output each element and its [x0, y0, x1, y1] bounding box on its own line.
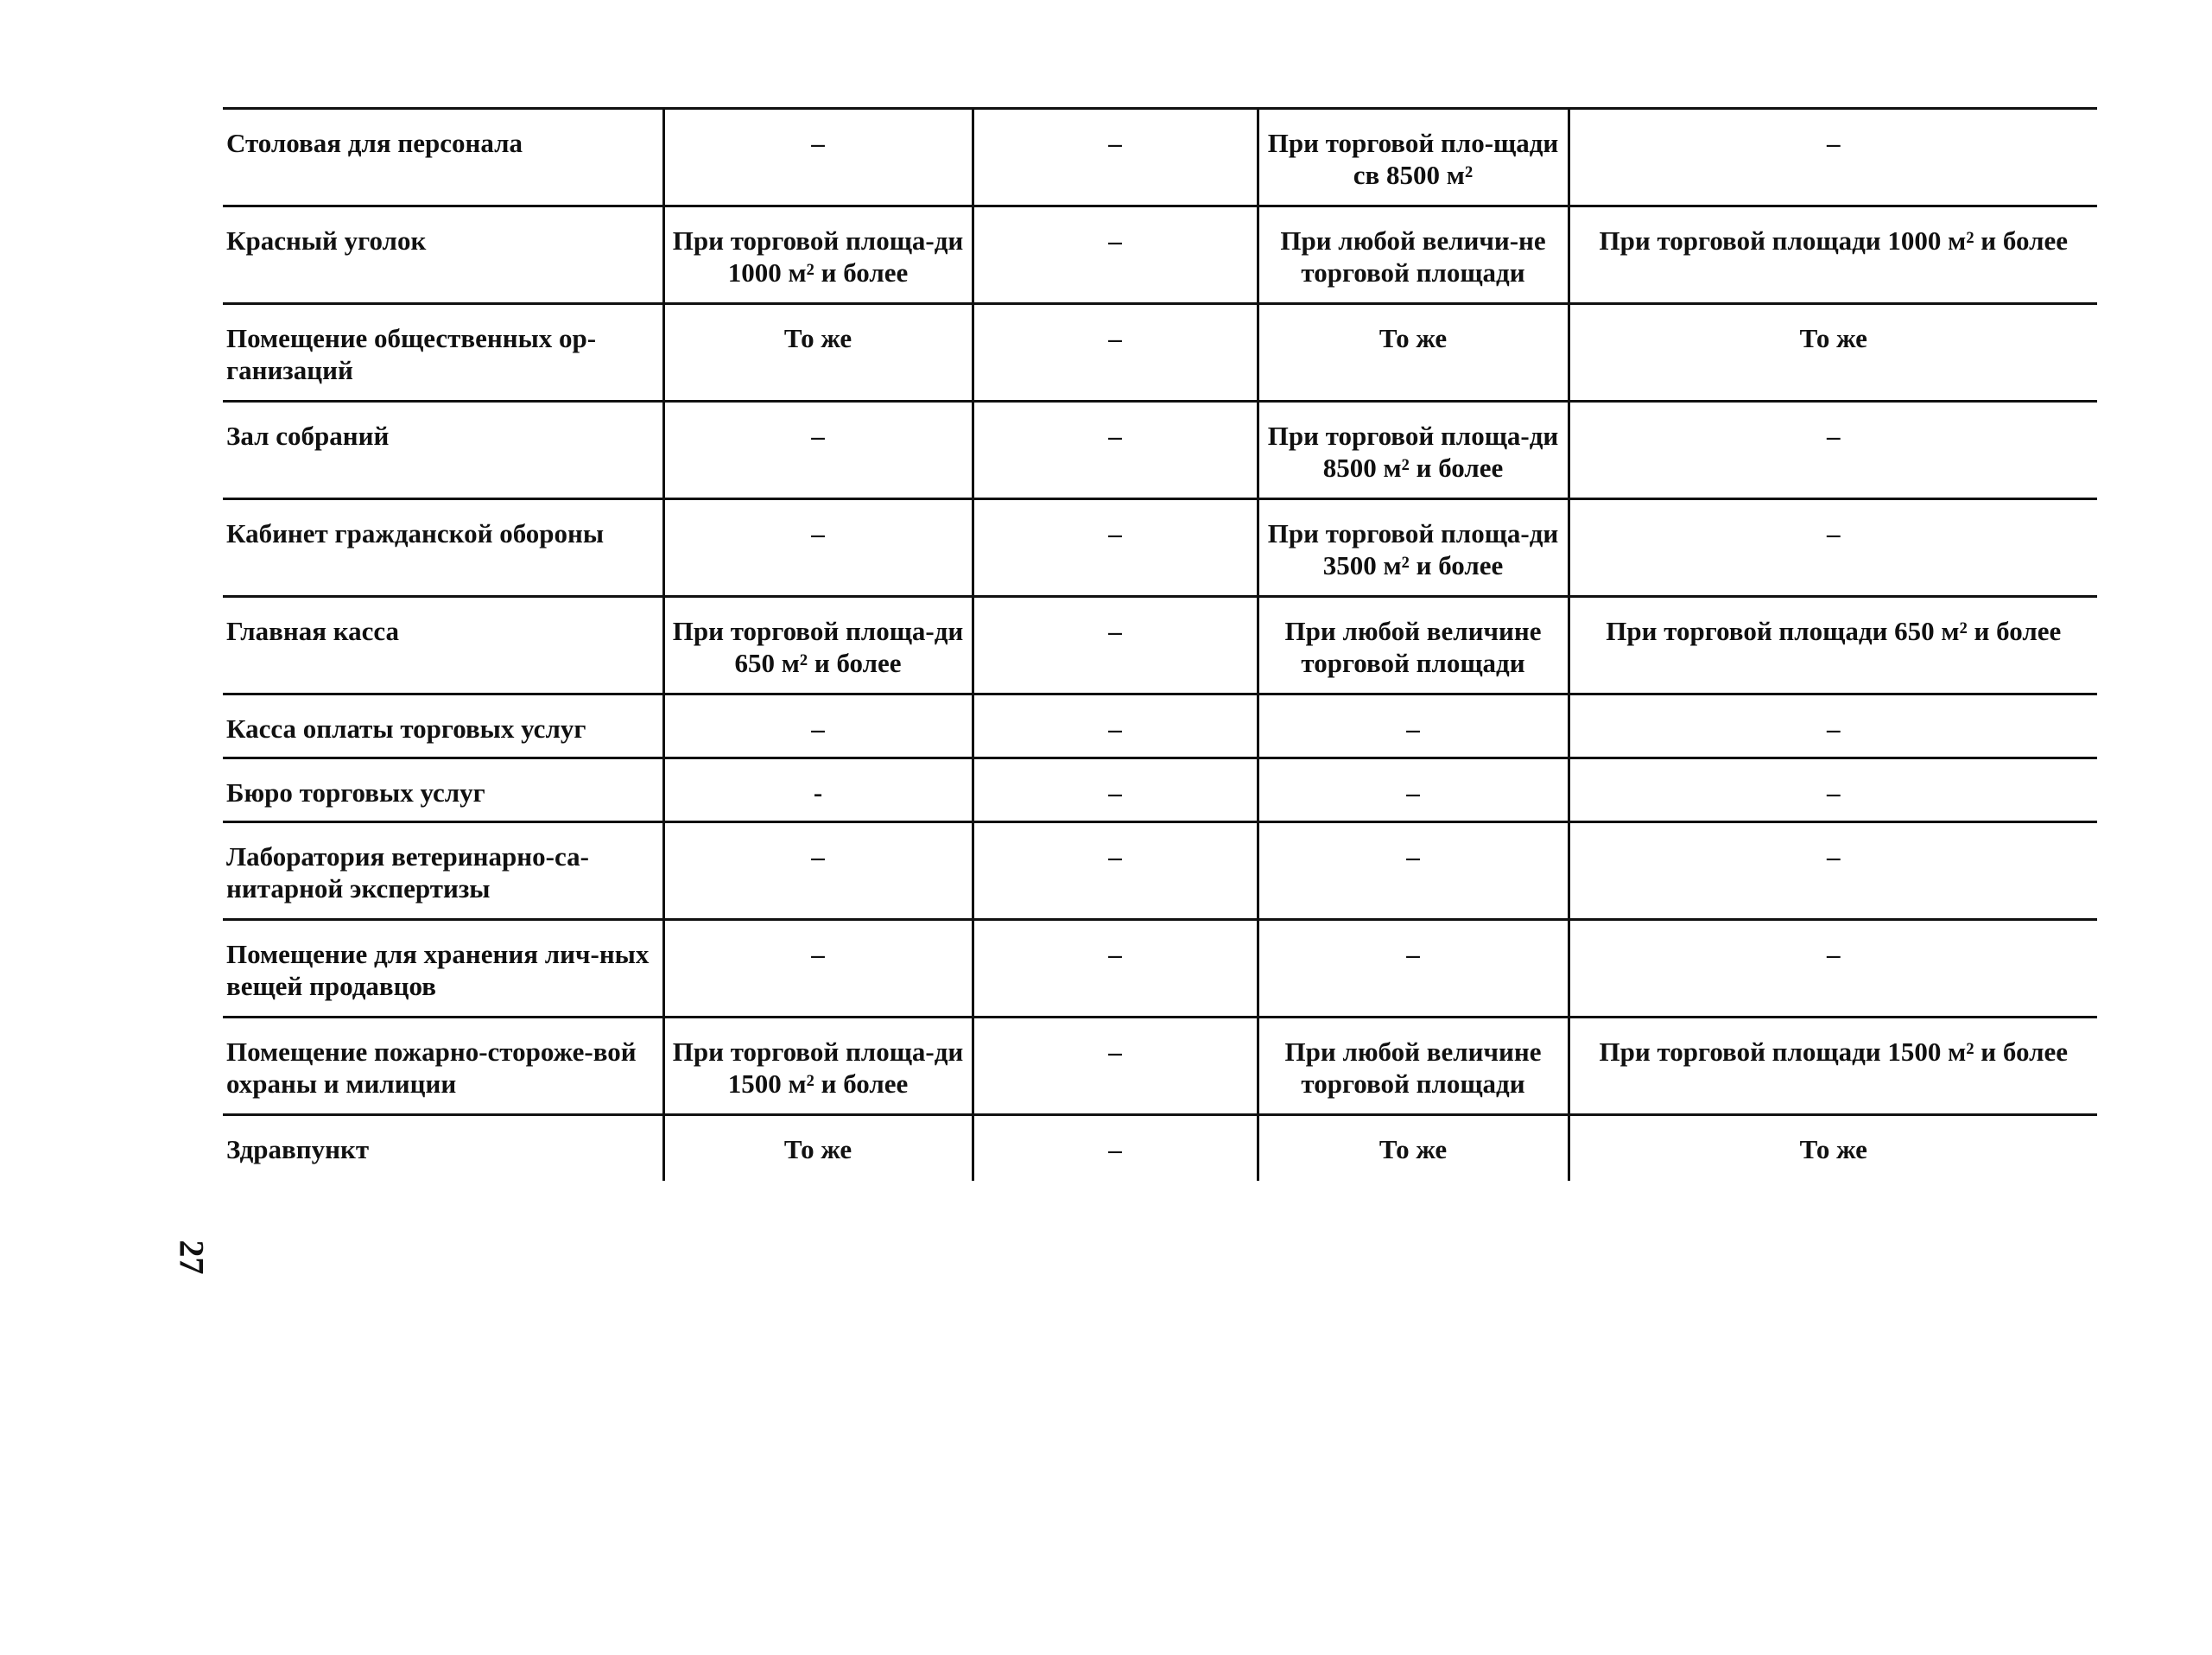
table-cell: То же: [1569, 1115, 2097, 1181]
table-cell: –: [973, 920, 1258, 1018]
table-cell: –: [973, 402, 1258, 499]
table-row: [223, 758, 2097, 822]
table-cell: –: [1258, 920, 1569, 1018]
table-cell: –: [973, 109, 1258, 206]
row-label: Кабинет гражданской обороны: [223, 499, 663, 597]
table-row: [223, 402, 2097, 499]
table-cell: То же: [1569, 304, 2097, 402]
table-cell: –: [973, 597, 1258, 694]
table-cell: –: [1569, 499, 2097, 597]
table-cell: При торговой площа-ди 1000 м² и более: [663, 206, 973, 304]
table-row: [223, 499, 2097, 597]
table-cell: –: [1258, 758, 1569, 822]
table-row: [223, 109, 2097, 206]
table-cell: –: [663, 402, 973, 499]
table-cell: –: [973, 694, 1258, 758]
table-row: [223, 304, 2097, 402]
table-cell: –: [1258, 694, 1569, 758]
row-label: Лаборатория ветеринарно-са-нитарной экспертизы: [223, 822, 663, 920]
table-cell: При торговой площа-ди 8500 м² и более: [1258, 402, 1569, 499]
table-cell: –: [1569, 694, 2097, 758]
table-cell: –: [973, 1115, 1258, 1181]
table-cell: –: [1258, 822, 1569, 920]
table-cell: При любой величи-не торговой площади: [1258, 206, 1569, 304]
table-cell: При торговой площа-ди 1500 м² и более: [663, 1018, 973, 1115]
table-cell: –: [973, 758, 1258, 822]
table-cell: То же: [663, 304, 973, 402]
table-cell: При торговой площа-ди 650 м² и более: [663, 597, 973, 694]
table-cell: При торговой площади 1000 м² и более: [1569, 206, 2097, 304]
table-row: [223, 1115, 2097, 1181]
premises-table: [223, 107, 2097, 1181]
table-cell: –: [663, 822, 973, 920]
table-cell: При любой величине торговой площади: [1258, 1018, 1569, 1115]
table-cell: При любой величине торговой площади: [1258, 597, 1569, 694]
row-label: Здравпункт: [223, 1115, 663, 1181]
table-cell: При торговой площади 650 м² и более: [1569, 597, 2097, 694]
table-row: [223, 597, 2097, 694]
table-row: [223, 1018, 2097, 1115]
table-cell: То же: [1258, 304, 1569, 402]
table-cell: –: [663, 499, 973, 597]
table-cell: –: [1569, 402, 2097, 499]
table-row: [223, 694, 2097, 758]
table-cell: То же: [663, 1115, 973, 1181]
table-cell: –: [663, 694, 973, 758]
table-row: [223, 920, 2097, 1018]
row-label: Главная касса: [223, 597, 663, 694]
table-cell: –: [973, 499, 1258, 597]
table-cell: –: [1569, 822, 2097, 920]
row-label: Бюро торговых услуг: [223, 758, 663, 822]
table-cell: –: [663, 109, 973, 206]
row-label: Зал собраний: [223, 402, 663, 499]
table-cell: –: [663, 920, 973, 1018]
row-label: Помещение для хранения лич-ных вещей продавцов: [223, 920, 663, 1018]
row-label: Столовая для персонала: [223, 109, 663, 206]
table-row: [223, 206, 2097, 304]
table-row: [223, 822, 2097, 920]
table-cell: –: [1569, 758, 2097, 822]
table-cell: –: [973, 1018, 1258, 1115]
table-cell: –: [1569, 920, 2097, 1018]
table-cell: При торговой площади 1500 м² и более: [1569, 1018, 2097, 1115]
table-cell: –: [973, 822, 1258, 920]
page-number: 27: [172, 1240, 212, 1275]
table-cell: –: [1569, 109, 2097, 206]
table-cell: –: [973, 304, 1258, 402]
row-label: Касса оплаты торговых услуг: [223, 694, 663, 758]
table-cell: –: [973, 206, 1258, 304]
table-cell: При торговой пло-щади св 8500 м²: [1258, 109, 1569, 206]
row-label: Помещение пожарно-стороже-вой охраны и милиции: [223, 1018, 663, 1115]
table-cell: То же: [1258, 1115, 1569, 1181]
row-label: Помещение общественных ор-ганизаций: [223, 304, 663, 402]
table-cell: -: [663, 758, 973, 822]
row-label: Красный уголок: [223, 206, 663, 304]
table-cell: При торговой площа-ди 3500 м² и более: [1258, 499, 1569, 597]
